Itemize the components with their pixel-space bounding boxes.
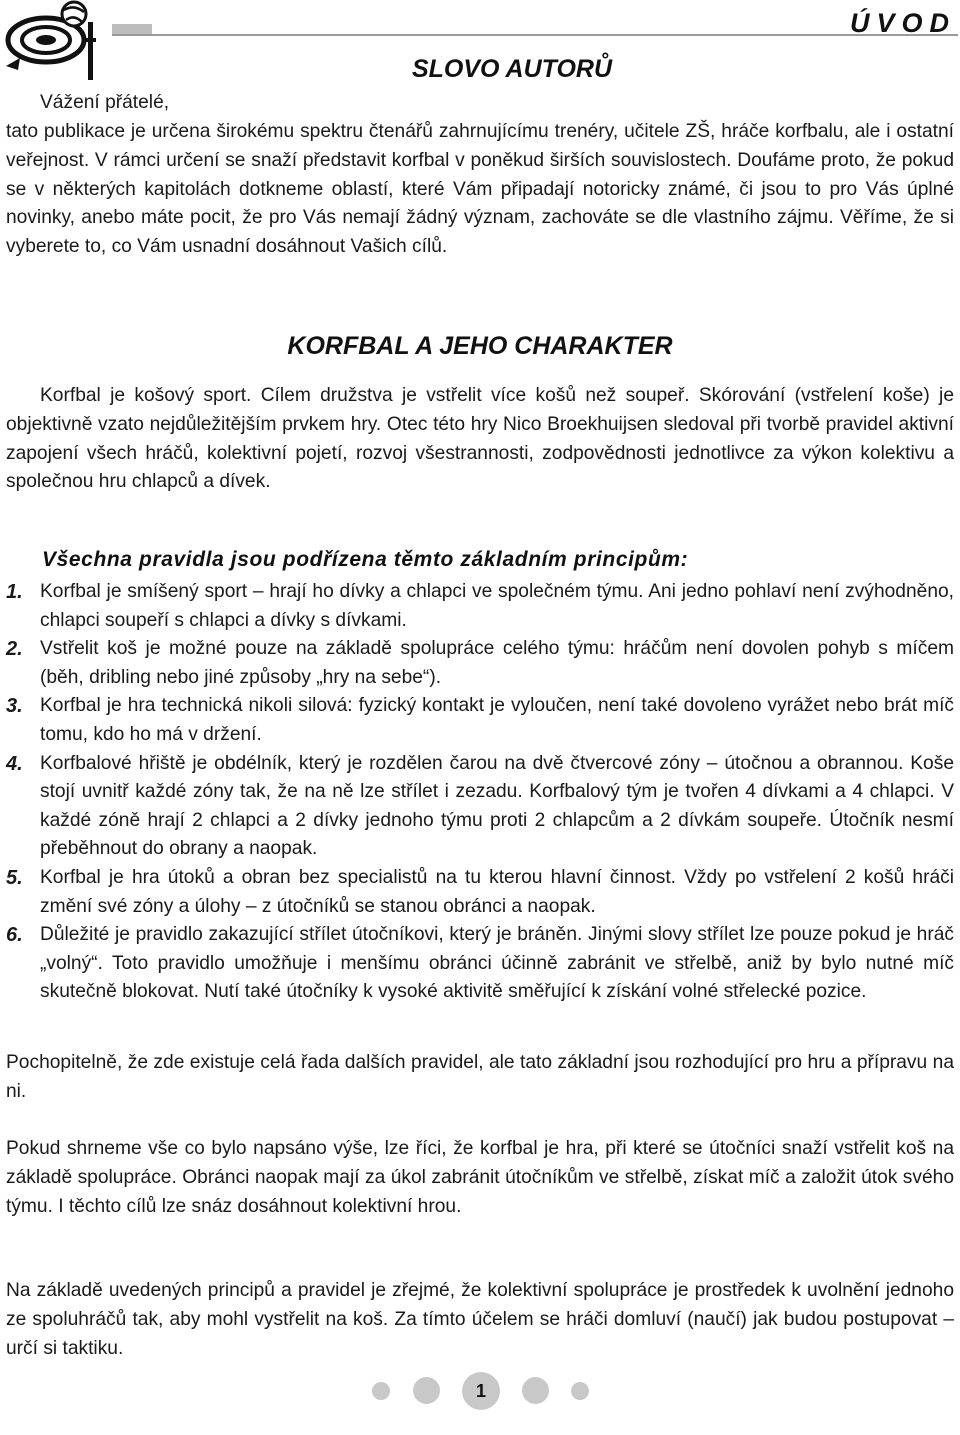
authors-title: SLOVO AUTORŮ: [411, 55, 612, 83]
principle-text: Korfbal je hra útoků a obran bez specialistů na tu kterou hlavní činnost. Vždy po vstřelení 2 košů hráči změní své zóny a úlohy – z útočníků se stanou obránci a naopak.: [40, 866, 954, 917]
principle-item: [6, 692, 954, 749]
section-label: ÚVOD: [849, 8, 956, 38]
principle-text: Korfbalové hřiště je obdélník, který je rozdělen čarou na dvě čtvercové zóny – útočnou a obrannou. Koše stojí uvnitř každé zóny tak, že na ně lze střílet i zezadu. Korfbalový tým je tvořen 4 dívkami a 4 chlapci. V každé zóně hrají 2 chlapci a 2 dívky jednoho týmu proti 2 chlapcům a 2 dívkám soupeře. Útočník nesmí přeběhnout do obrany a naopak.: [40, 752, 954, 860]
principle-number: 3.: [6, 695, 23, 718]
header-rule: [112, 34, 958, 36]
principle-item: [6, 921, 954, 1007]
page-dot: [372, 1382, 390, 1400]
principles-heading: Všechna pravidla jsou podřízena těmto základním principům:: [42, 548, 689, 571]
page-dot: [571, 1382, 589, 1400]
salutation: Vážení přátelé,: [40, 92, 170, 113]
intro-paragraph: tato publikace je určena širokému spektru čtenářů zahrnujícímu trenéry, učitele ZŠ, hráče korfbalu, ale i ostatní veřejnost. V rámci určení se snaží představit korfbal v poněkud širších souvislostech. Doufáme proto, že pokud se v některých kapitolách dotkneme oblastí, které Vám připadají notoricky známé, či jsou to pro Vás úplné novinky, anebo máte pocit, že pro Vás nemají žádný význam, zachováte se dle vlastního zájmu. Věříme, že si vyberete to, co Vám usnadní dosáhnout Vašich cílů.: [6, 121, 954, 258]
principle-item: [6, 864, 954, 921]
page-dot: [413, 1377, 440, 1404]
page-dot: [522, 1377, 549, 1404]
principle-text: Korfbal je hra technická nikoli silová: fyzický kontakt je vyloučen, není také dovoleno vyrážet nebo brát míč tomu, kdo ho má v držení.: [40, 695, 954, 745]
principle-number: 1.: [6, 581, 23, 603]
principle-number: 6.: [6, 924, 23, 947]
principle-text: Důležité je pravidlo zakazující střílet útočníkovi, který je bráněn. Jinými slovy střílet lze pouze pokud je hráč „volný“. Toto pravidlo umožňuje i menšímu obránci účinně zabránit ve střelbě, aniž by bylo nutné míč skutečně blokovat. Nutí také útočníky k vysoké aktivitě směřující k získání volné střelecké pozice.: [40, 924, 954, 1003]
principles-list: [6, 578, 954, 1007]
page-number: 1: [462, 1372, 500, 1410]
closing-paragraph-3: Na základě uvedených principů a pravidel je zřejmé, že kolektivní spolupráce je prostředek k uvolnění jednoho ze spoluhráčů tak, aby mohl vystřelit na koš. Za tímto účelem se hráči domluví (naučí) jak budou postupovat – určí si taktiku.: [6, 1280, 954, 1359]
principle-number: 5.: [6, 866, 23, 889]
principle-item: [6, 578, 954, 635]
principle-number: 2.: [6, 638, 23, 661]
principle-text: Korfbal je smíšený sport – hrají ho dívky a chlapci ve společném týmu. Ani jedno pohlaví není zvýhodněno, chlapci soupeří s chlapci a dívky s dívkami.: [40, 581, 954, 631]
principle-item: [6, 750, 954, 864]
principle-item: [6, 635, 954, 692]
principle-number: 4.: [6, 752, 23, 775]
principle-text: Vstřelit koš je možné pouze na základě spolupráce celého týmu: hráčům není dovolen pohyb s míčem (běh, dribling nebo jiné způsoby „hry na sebe“).: [40, 638, 954, 688]
korfbal-title: KORFBAL A JEHO CHARAKTER: [287, 332, 673, 360]
closing-paragraph-1: Pochopitelně, že zde existuje celá řada dalších pravidel, ale tato základní jsou rozhodující pro hru a přípravu na ni.: [6, 1052, 954, 1102]
closing-paragraph-2: Pokud shrneme vše co bylo napsáno výše, lze říci, že korfbal je hra, při které se útočníci snaží vstřelit koš na základě spolupráce. Obránci naopak mají za úkol zabránit útočníkům ve střelbě, získat míč a založit útok svého týmu. I těchto cílů lze snáz dosáhnout kolektivní hrou.: [6, 1138, 954, 1217]
korfbal-paragraph: Korfbal je košový sport. Cílem družstva je vstřelit více košů než soupeř. Skórování (vstřelení koše) je objektivně vzato nejdůležitějším prvkem hry. Otec této hry Nico Broekhuijsen sledoval při tvorbě pravidel aktivní zapojení všech hráčů, kolektivní pojetí, rozvoj všestrannosti, zodpovědnosti jednotlivce za výkon kolektivu a společnou hru chlapců a dívek.: [6, 385, 954, 493]
